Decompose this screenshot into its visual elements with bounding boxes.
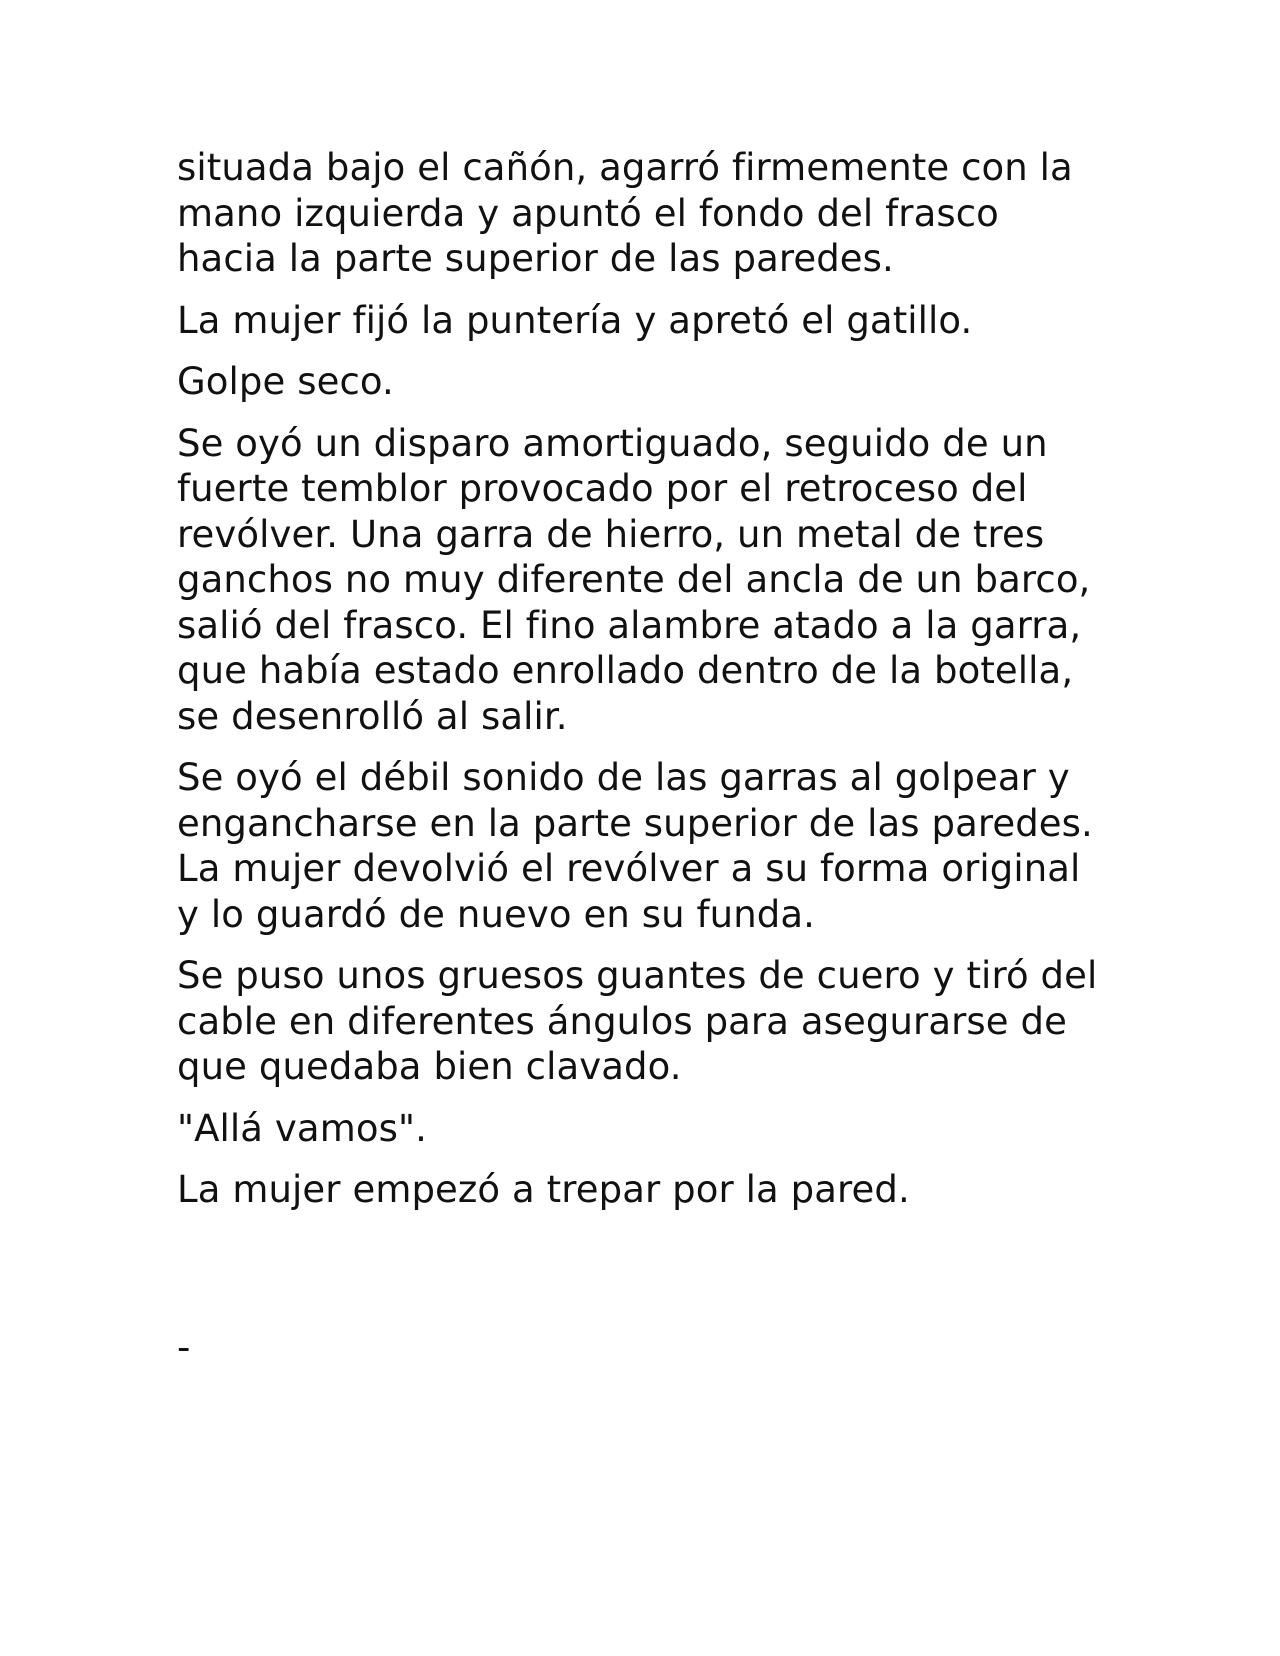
paragraph-2: La mujer fijó la puntería y apretó el gatillo. <box>177 298 973 342</box>
paragraph-7: "Allá vamos". <box>177 1106 427 1150</box>
paragraph-6: Se puso unos gruesos guantes de cuero y tiró del cable en diferentes ángulos para asegurarse de que quedaba bien clavado. <box>177 954 1098 1088</box>
paragraph-8: La mujer empezó a trepar por la pared. <box>177 1168 910 1211</box>
paragraph-1: situada bajo el cañón, agarró firmemente con la mano izquierda y apuntó el fondo del frasco hacia la parte superior de las paredes. <box>177 146 1073 280</box>
paragraph-4: Se oyó un disparo amortiguado, seguido de un fuerte temblor provocado por el retroceso del revólver. Una garra de hierro, un metal de tres ganchos no muy diferente del ancla de un barco, salió del frasco. El fino alambre atado a la garra, que había estado enrollado dentro de la botella, se desenrolló al salir. <box>177 421 1091 738</box>
paragraph-5: Se oyó el débil sonido de las garras al golpear y engancharse en la parte superior de las paredes. La mujer devolvió el revólver a su forma original y lo guardó de nuevo en su funda. <box>177 756 1093 936</box>
section-separator: - <box>177 1325 191 1369</box>
document-page <box>177 145 1107 1370</box>
paragraph-3: Golpe seco. <box>177 360 394 403</box>
